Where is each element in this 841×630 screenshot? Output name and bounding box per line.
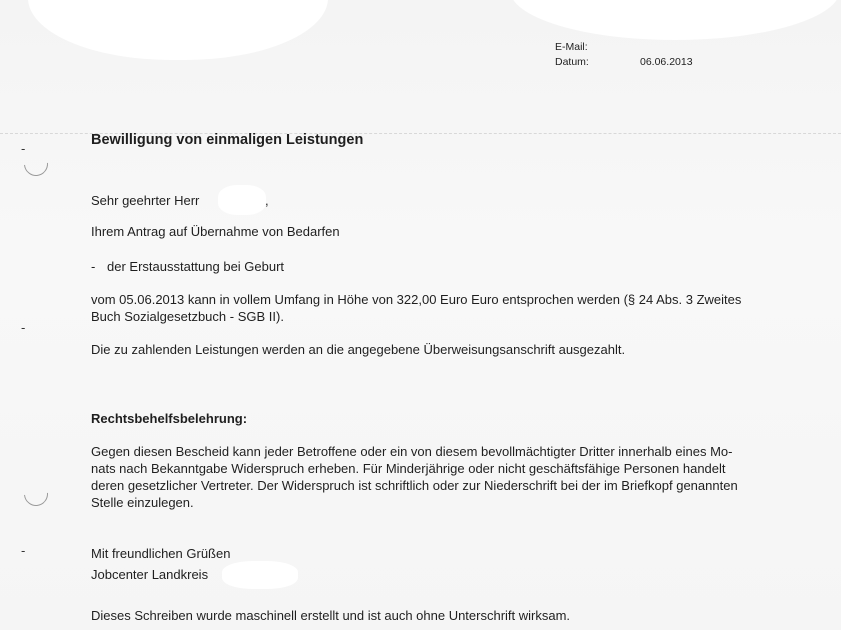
decision-line: Buch Sozialgesetzbuch - SGB II). <box>91 309 284 324</box>
bullet-dash: - <box>91 259 96 274</box>
closing: Mit freundlichen Grüßen <box>91 546 231 561</box>
legal-heading: Rechtsbehelfsbelehrung: <box>91 411 248 426</box>
letter-subject: Bewilligung von einmaligen Leistungen <box>91 132 364 148</box>
legal-line: nats nach Bekanntgabe Widerspruch erheben. Für Minderjährige oder nicht geschäftsfähige Personen handelt <box>91 461 726 476</box>
bullet-item: der Erstausstattung bei Geburt <box>107 259 285 274</box>
decision-line: vom 05.06.2013 kann in vollem Umfang in Höhe von 322,00 Euro Euro entsprochen werden (§ 24 Abs. 3 Zweites <box>91 292 742 307</box>
intro-text: Ihrem Antrag auf Übernahme von Bedarfen <box>91 224 340 239</box>
salutation: Sehr geehrter Herr <box>91 193 200 208</box>
payment-text: Die zu zahlenden Leistungen werden an die angegebene Überweisungsanschrift ausgezahlt. <box>91 342 626 357</box>
punch-hole-icon <box>19 477 53 511</box>
margin-mark: - <box>21 543 26 558</box>
redaction-office <box>222 561 298 589</box>
redaction-name <box>218 185 266 215</box>
legal-line: Gegen diesen Bescheid kann jeder Betroffene oder ein von diesem bevollmächtigter Dritter innerhalb eines Mo- <box>91 444 733 459</box>
date-value: 06.06.2013 <box>640 56 693 68</box>
redaction-top-left <box>28 0 328 60</box>
redaction-top-right <box>510 0 840 40</box>
margin-mark: - <box>21 320 26 335</box>
margin-mark: - <box>21 141 26 156</box>
email-label: E-Mail: <box>555 41 588 53</box>
signature: Jobcenter Landkreis <box>91 567 209 582</box>
legal-line: deren gesetzlicher Vertreter. Der Widerspruch ist schriftlich oder zur Niederschrift bei der im Briefkopf genannten <box>91 478 738 493</box>
legal-line: Stelle einzulegen. <box>91 495 194 510</box>
salutation-comma: , <box>265 193 269 208</box>
footer-note: Dieses Schreiben wurde maschinell erstellt und ist auch ohne Unterschrift wirksam. <box>91 608 571 623</box>
date-label: Datum: <box>555 56 589 68</box>
